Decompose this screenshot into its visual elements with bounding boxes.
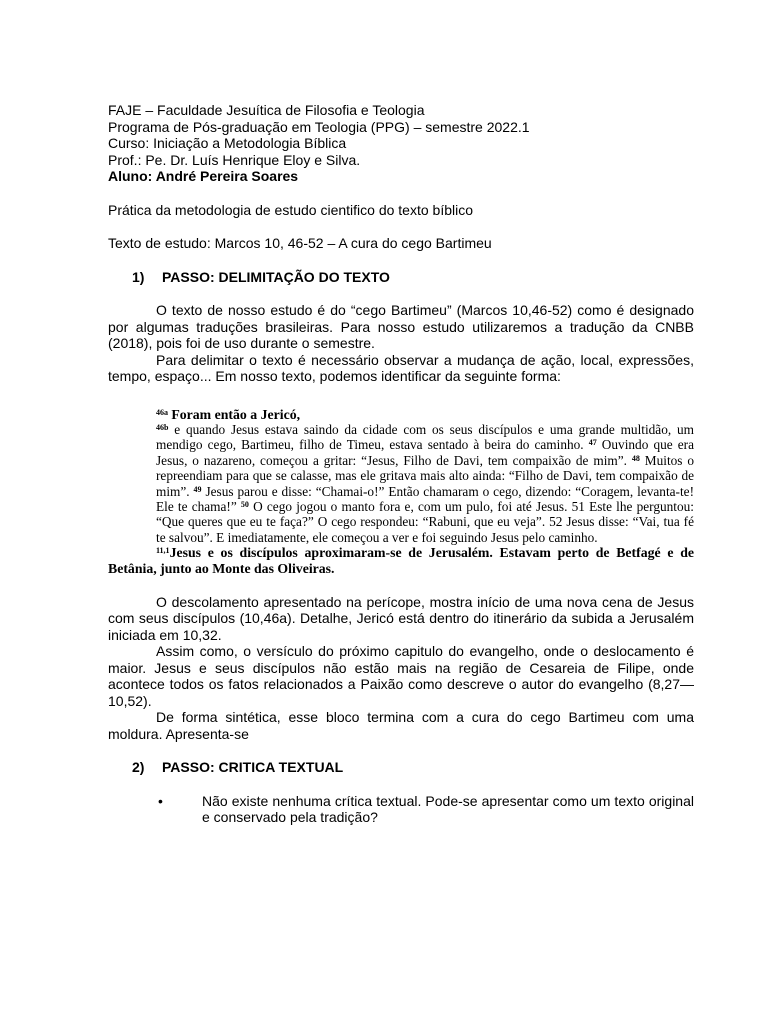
verse-number: 50 [240,499,249,509]
verse-46a [108,407,694,422]
section1-paragraph-5: De forma sintética, esse bloco termina com a cura do cego Bartimeu com uma moldura. Apresenta-se [108,709,694,742]
bullet-text [202,793,694,826]
section1-number: 1) [132,268,145,285]
study-text: Texto de estudo: Marcos 10, 46-52 – A cura do cego Bartimeu [108,235,492,251]
section1-title: PASSO: DELIMITAÇÃO DO TEXTO [162,268,390,285]
section1-paragraph-4: Assim como, o versículo do próximo capitulo do evangelho, onde o deslocamento é maior. Jesus e seus discípulos não estão mais na região de Cesareia de Filipe, onde acontece todos os fatos relacionados a Paixão como descreve o autor do evangelho (8,27—10,52). [108,643,694,709]
verses-46b-52 [108,422,694,545]
header-course: Curso: Iniciação a Metodologia Bíblica [108,135,347,151]
header-student: Aluno: André Pereira Soares [108,168,299,184]
verse-number: 46b [156,422,169,432]
bullet-item [108,793,694,826]
bullet-icon: • [158,792,163,809]
document-page [108,102,694,826]
verse-text: Ouvindo que era Jesus, o nazareno, começou a gritar: “Jesus, Filho de Davi, tem compaixão de mim”. [156,437,694,468]
section2-heading [108,759,694,776]
verse-text: e quando Jesus estava saindo da cidade com os seus discípulos e uma grande multidão, um mendigo cego, Bartimeu, filho de Timeu, estava sentado à beira do caminho. [156,421,694,453]
verse-number: 46a [156,407,168,417]
bible-passage [108,407,694,576]
verse-text: Jesus parou e disse: “Chamai-o!” Então chamaram o cego, dizendo: “Coragem, levanta-te! Ele te chama!” [156,483,694,514]
header-professor: Prof.: Pe. Dr. Luís Henrique Eloy e Silva. [108,151,361,168]
header-program: Programa de Pós-graduação em Teologia (PPG) – semestre 2022.1 [108,118,530,135]
section2-number: 2) [132,759,145,776]
section1-paragraph-2: Para delimitar o texto é necessário observar a mudança de ação, local, expressões, tempo, espaço... Em nosso texto, podemos identificar da seguinte forma: [108,351,694,384]
verse-number: 48 [631,453,640,463]
section1-paragraph-3: O descolamento apresentado na perícope, mostra início de uma nova cena de Jesus com seus discípulos (10,46a). Detalhe, Jericó está dentro do itinerário da subida a Jerusalém iniciada em 10,32. [108,593,694,643]
section1-heading [108,269,694,286]
subtitle: Prática da metodologia de estudo cientifico do texto bíblico [108,201,474,218]
verse-text: Foram então a Jericó, [171,406,301,422]
section1-paragraph-1: O texto de nosso estudo é do “cego Bartimeu” (Marcos 10,46-52) como é designado por algumas traduções brasileiras. Para nosso estudo utilizaremos a tradução da CNBB (2018), pois foi de uso durante o semestre. [108,302,694,351]
verse-number: 49 [193,484,202,494]
verse-number: 11,1 [156,546,170,556]
header-institution: FAJE – Faculdade Jesuítica de Filosofia e Teologia [108,102,425,118]
bullet-text-content: Não existe nenhuma crítica textual. Pode-se apresentar como um texto original e conservado pela tradição? [202,792,694,826]
verse-text: O cego jogou o manto fora e, com um pulo, foi até Jesus. 51 Este lhe perguntou: “Que queres que eu te faça?” O cego respondeu: “Rabuni, que eu veja”. 52 Jesus disse: “Vai, tua fé te salvou”. E imediatamente, ele começou a ver e foi seguindo Jesus pelo caminho. [156,498,694,545]
verse-text: Muitos o repreendiam para que se calasse, mas ele gritava mais alto ainda: “Filho de Davi, tem compaixão de mim”. [156,452,695,499]
verse-11-1 [108,545,694,576]
verse-number: 47 [588,438,597,448]
verse-text: Jesus e os discípulos aproximaram-se de Jerusalém. Estavam perto de Betfagé e de Betânia, junto ao Monte das Oliveiras. [108,545,694,576]
section2-title: PASSO: CRITICA TEXTUAL [162,759,344,776]
